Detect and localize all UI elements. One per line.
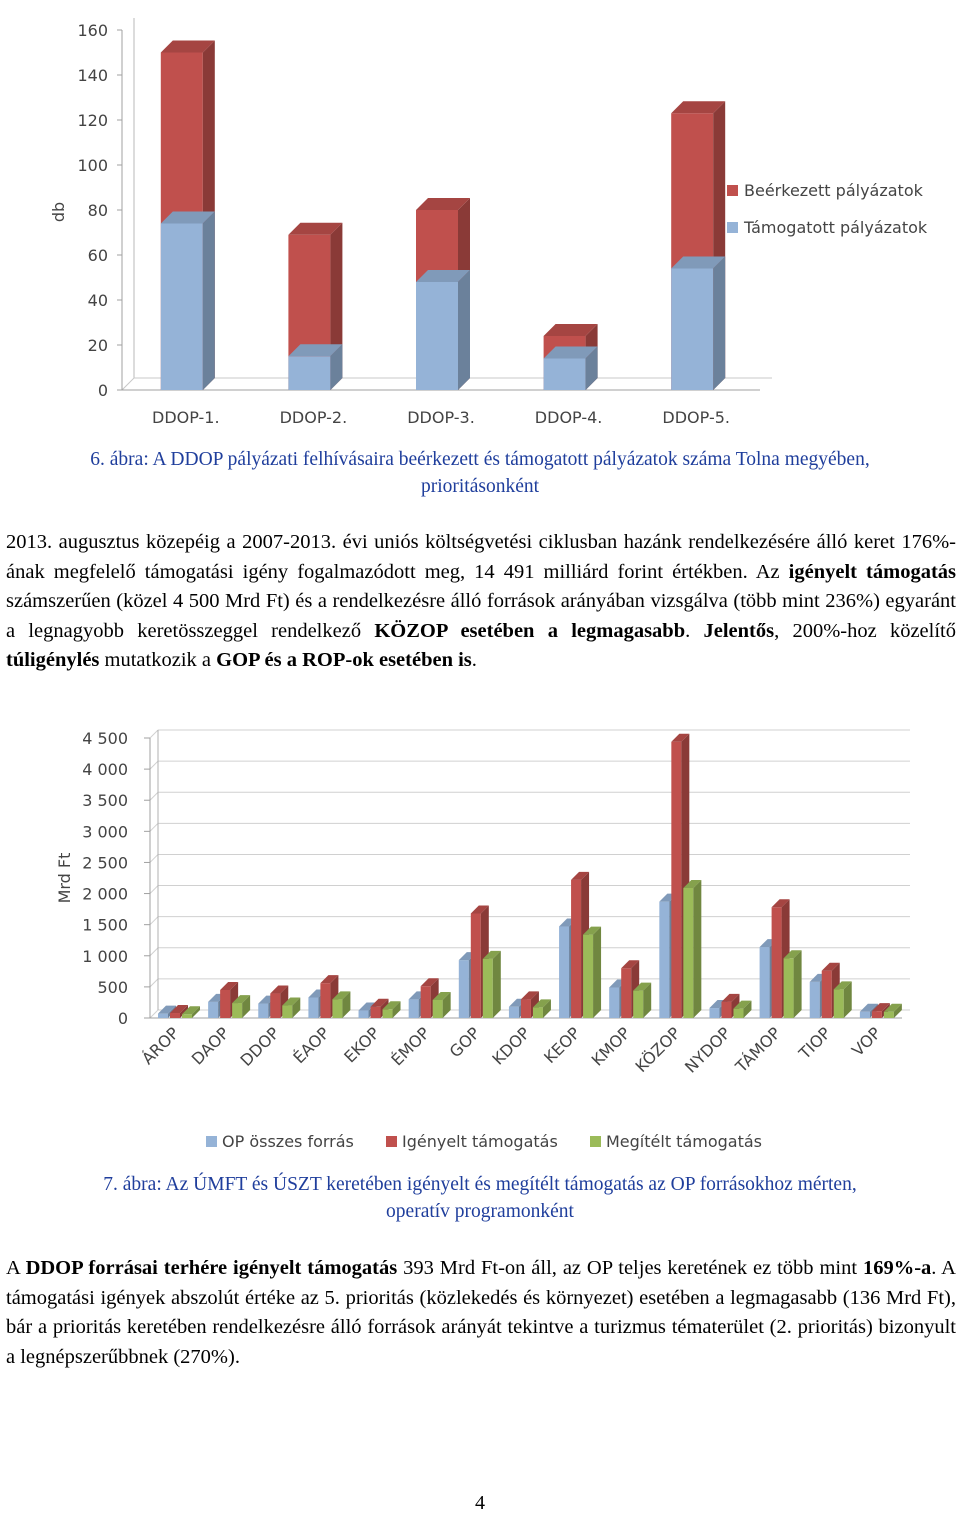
page-number: 4	[475, 1492, 485, 1514]
paragraph-1	[6, 528, 956, 676]
chart1-ylabel: db	[49, 201, 68, 223]
chart2-ytick-label: 4 500	[82, 729, 128, 748]
chart2-legend-swatch	[590, 1136, 601, 1147]
p1-bold-1: igényelt támogatás	[788, 560, 957, 583]
p2-bold-1: DDOP forrásai terhére igényelt támogatás	[25, 1257, 398, 1279]
figure7-caption-line2: operatív programonként	[386, 1201, 574, 1222]
chart2-svg	[0, 718, 960, 1163]
chart1-xtick-label: DDOP-1.	[152, 408, 220, 427]
chart2-ytick-label: 3 000	[82, 822, 128, 842]
chart2-ytick-label: 1 500	[82, 915, 128, 935]
chart2-xtick-label: GOP	[445, 1023, 484, 1062]
chart1-legend-swatch	[727, 222, 738, 233]
chart1-ytick-label: 140	[77, 66, 108, 85]
chart1-ytick-label: 120	[77, 111, 108, 130]
p1-text-2: számszerűen (közel 4 500 Mrd Ft) és a rendelkezésre álló források arányában vizsgálva (több mint 236%) egyaránt a legnagyobb keretösszeggel rendelkező	[6, 590, 956, 642]
chart2-gridline-side	[150, 823, 158, 831]
figure6-caption-line1: 6. ábra: A DDOP pályázati felhívásaira beérkezett és támogatott pályázatok száma Tolna megyében,	[90, 449, 870, 470]
figure6-caption-line2: prioritásonként	[420, 476, 540, 497]
chart2-gridline-side	[150, 917, 158, 925]
chart2-xtick-label: ÉAOP	[289, 1023, 334, 1068]
p1-text-6: .	[471, 649, 477, 671]
chart2-ytick-label: 2 500	[82, 853, 128, 873]
p1-bold-2: KÖZOP esetében a legmagasabb	[374, 619, 686, 642]
chart1-svg	[0, 0, 960, 432]
chart2-xtick-label: DDOP	[236, 1023, 284, 1070]
p1-text-5: mutatkozik a	[99, 649, 217, 671]
chart2-bar	[483, 951, 501, 1018]
chart2-legend-label: Megítélt támogatás	[606, 1132, 762, 1151]
chart1-ytick-label: 80	[87, 201, 108, 220]
figure6-caption	[0, 446, 960, 500]
chart2-gridline-side	[150, 854, 158, 862]
chart1-xtick-label: DDOP-5.	[662, 408, 730, 427]
chart1-ytick-label: 40	[87, 291, 108, 310]
chart2-bar	[583, 927, 601, 1018]
chart1-ytick-label: 100	[77, 156, 108, 175]
chart2-ytick-label: 1 000	[82, 946, 128, 966]
p1-bold-4: túligénylés	[6, 649, 100, 671]
chart2-xtick-label: KMOP	[587, 1023, 635, 1070]
chart2-ylabel: Mrd Ft	[55, 852, 74, 904]
chart2-xtick-label: VOP	[847, 1023, 885, 1061]
chart1-bar-supported	[161, 212, 215, 391]
chart1-xtick-label: DDOP-3.	[407, 408, 475, 427]
chart1-xtick-label: DDOP-2.	[279, 408, 348, 427]
chart2-bar	[633, 983, 651, 1018]
chart2-gridline-side	[150, 886, 158, 894]
chart2-xtick-label: KÖZOP	[631, 1023, 685, 1077]
chart2-gridline-side	[150, 730, 158, 738]
chart2-gridline-side	[150, 979, 158, 987]
p1-text-1: 2013. augusztus közepéig a 2007-2013. évi uniós költségvetési ciklusban hazánk rendelkezésére álló keret 176%-ának megfelelő támogatási igény fogalmazódott meg, 14 491 milliárd forint értékben. Az	[6, 531, 956, 583]
figure7-caption-line1: 7. ábra: Az ÚMFT és ÚSZT keretében igényelt és megítélt támogatás az OP forrásokhoz mérten,	[103, 1174, 857, 1195]
chart2-xtick-label: DAOP	[187, 1023, 233, 1069]
chart2-bar	[834, 981, 852, 1018]
chart1-bar-supported	[288, 344, 342, 390]
p1-text-3: .	[685, 619, 704, 642]
chart1-bar-supported	[544, 347, 598, 391]
chart-ddop-applications	[0, 0, 960, 432]
chart2-legend-label: Igényelt támogatás	[402, 1132, 558, 1151]
chart2-xtick-label: ÉMOP	[387, 1023, 434, 1070]
chart2-ytick-label: 3 500	[82, 791, 128, 811]
chart1-ytick-label: 60	[87, 246, 108, 265]
chart2-legend-swatch	[386, 1136, 397, 1147]
p2-bold-2: 169%-a	[862, 1257, 932, 1279]
figure7-caption	[0, 1171, 960, 1225]
chart-op-funding	[0, 718, 960, 1163]
chart2-bar	[784, 950, 802, 1018]
chart1-xtick-label: DDOP-4.	[534, 408, 603, 427]
chart2-xtick-label: TÁMOP	[731, 1023, 785, 1077]
chart1-bar-supported	[671, 257, 725, 391]
chart2-ytick-label: 4 000	[82, 760, 128, 780]
chart2-xtick-label: TIOP	[795, 1023, 835, 1063]
chart1-ytick-label: 0	[97, 381, 108, 400]
chart2-gridline-side	[150, 1010, 158, 1018]
p1-bold-3: Jelentős	[703, 619, 775, 642]
p1-text-4: , 200%-hoz közelítő	[774, 619, 956, 642]
chart2-bar	[683, 880, 701, 1018]
chart2-gridline-side	[150, 792, 158, 800]
chart2-legend-label: OP összes forrás	[222, 1132, 354, 1151]
p1-bold-5: GOP és a ROP-ok esetében is	[216, 649, 472, 671]
chart1-legend-label: Támogatott pályázatok	[744, 218, 928, 237]
paragraph-2	[6, 1254, 956, 1372]
chart2-ytick-label: 0	[117, 1009, 128, 1028]
chart2-ytick-label: 500	[97, 977, 128, 997]
p2-text-1: A	[6, 1257, 26, 1279]
chart2-xtick-label: ÁROP	[138, 1023, 183, 1069]
chart1-ytick-label: 160	[77, 21, 108, 40]
chart1-legend-swatch	[727, 185, 738, 196]
chart2-gridline-side	[150, 948, 158, 956]
chart2-ytick-label: 2 000	[82, 884, 128, 904]
chart1-legend-label: Beérkezett pályázatok	[744, 181, 923, 200]
p2-text-3: . A támogatási igények abszolút értéke az 5. prioritás (közlekedés és környezet) esetében a legmagasabb (136 Mrd Ft), bár a prioritás keretében rendelkezésre álló források arányát tekintve a turizmus tématerület (2. prioritás) bizonyult a legnépszerűbbnek (270%).	[6, 1257, 956, 1368]
p2-text-2: 393 Mrd Ft-on áll, az OP teljes keretének ez több mint	[397, 1257, 863, 1279]
chart2-xtick-label: KEOP	[540, 1023, 584, 1068]
chart2-xtick-label: KDOP	[488, 1023, 534, 1069]
chart2-xtick-label: NYDOP	[681, 1023, 735, 1077]
chart1-bar-supported	[416, 270, 470, 390]
chart2-gridline-side	[150, 761, 158, 769]
chart1-ytick-label: 20	[87, 336, 108, 355]
chart2-xtick-label: EKOP	[340, 1023, 384, 1067]
chart2-legend-swatch	[206, 1136, 217, 1147]
